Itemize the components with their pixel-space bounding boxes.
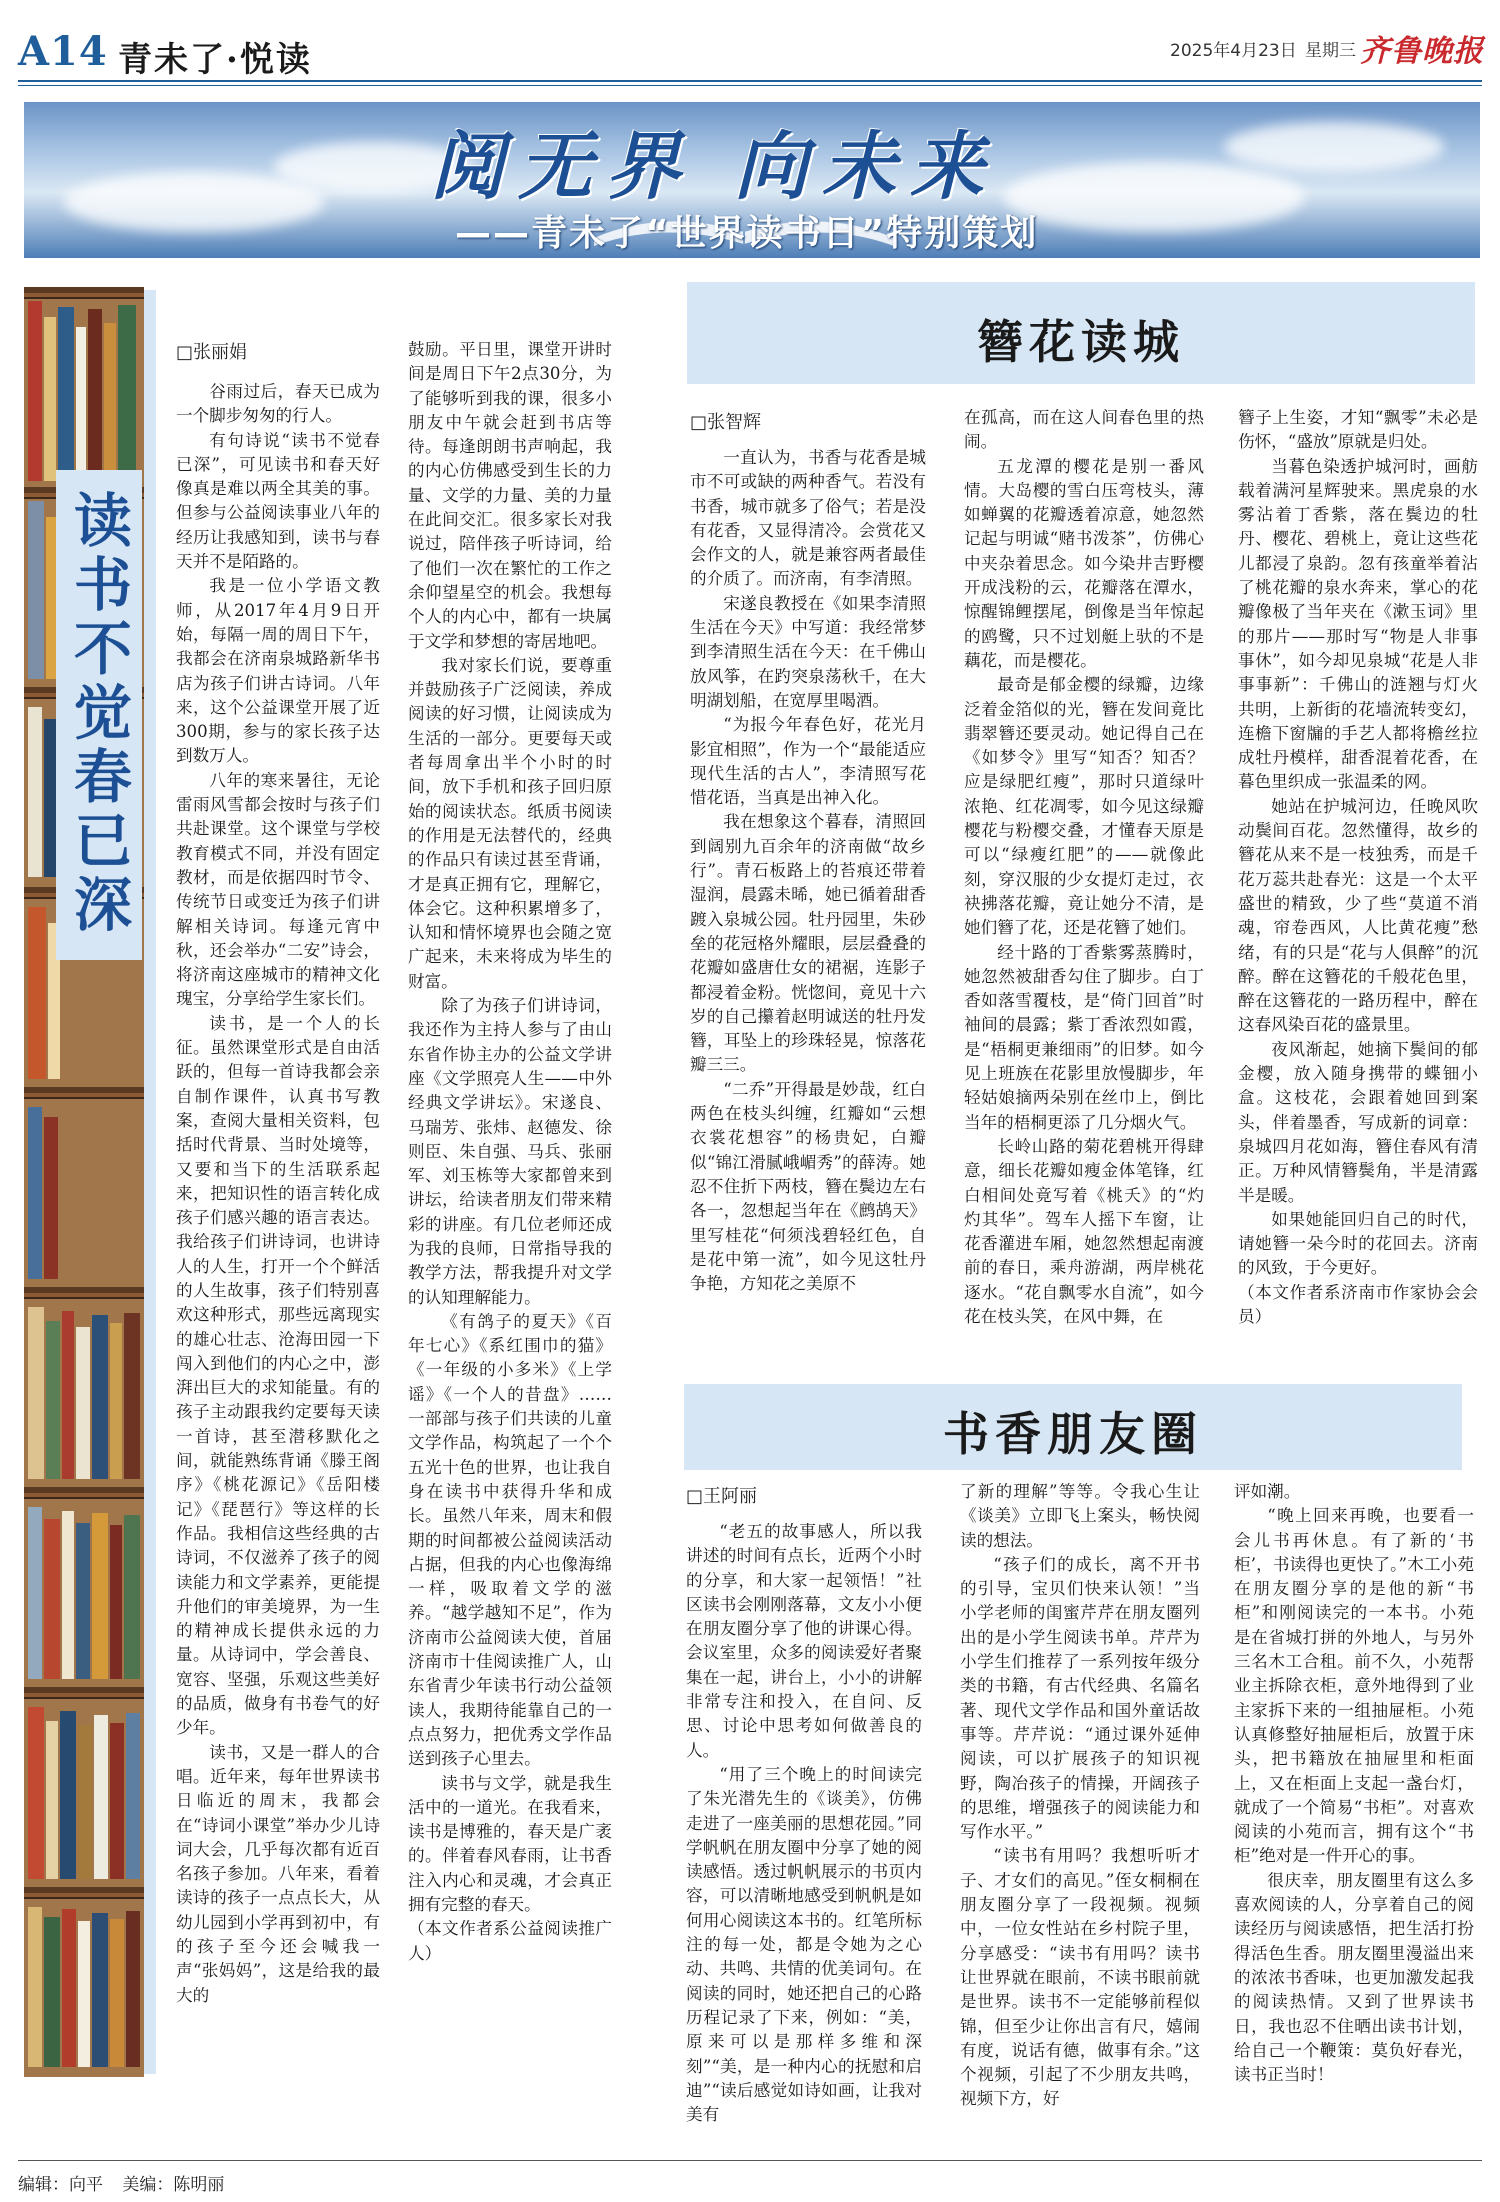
banner-title: 阅无界 向未来: [430, 124, 998, 210]
paragraph: 八年的寒来暑往，无论雷雨风雪都会按时与孩子们共赴课堂。这个课堂与学校教育模式不同，并没有固定教材，而是依据四时节令、传统节日或变迁为孩子们讲解相关诗词。每逢元宵中秋，还会举办“二安”诗会，将济南这座城市的精神文化瑰宝，分享给学生家长们。: [176, 770, 380, 1009]
article3-column-2: [960, 1480, 1200, 2150]
paragraph: 夜风渐起，她摘下鬓间的郁金樱，放入随身携带的蝶钿小盒。这枝花，会跟着她回到案头，伴着墨香，写成新的词章：泉城四月花如海，簪住春风有清正。万种风情簪鬓角，半是清露半是暖。: [1238, 1039, 1478, 1205]
article1-column-2: [408, 338, 612, 2068]
header-rule-thin: [18, 85, 1482, 86]
page-number: A14: [18, 28, 108, 75]
paragraph: 一直认为，书香与花香是城市不可或缺的两种香气。若没有书香，城市就多了俗气；若是没有花香，又显得清冷。会赏花又会作文的人，就是兼容两者最佳的介质了。而济南，有李清照。: [690, 448, 926, 589]
paragraph: 评如潮。: [1234, 1482, 1301, 1501]
paragraph: “为报今年春色好，花光月影宜相照”，作为一个“最能适应现代生活的古人”，李清照写花惜花语，当真是出神入化。: [690, 715, 926, 808]
paragraph: 当暮色染透护城河时，画舫载着满河星辉驶来。黑虎泉的水雾沾着丁香紫，落在鬓边的牡丹、樱花、碧桃上，竟让这些花儿都浸了泉韵。忽有孩童举着沾了桃花瓣的泉水奔来，掌心的花瓣像极了当年夹在《漱玉词》里的那片——那时写“物是人非事事休”，如今却见泉城“花是人非事事新”：千佛山的涟翘与灯火共明，上新街的花墙流转变幻，连檐下窗牖的手艺人都将檐丝拉成牡丹模样，甜香混着花香，在暮色里织成一张温柔的网。: [1238, 456, 1478, 792]
article2-byline: □张智辉: [690, 412, 762, 433]
article1-column-1: [176, 380, 380, 2070]
paragraph: 最奇是郁金樱的绿瓣，边缘泛着金箔似的光，簪在发间竟比翡翠簪还要灵动。她记得自己在《如梦令》里写“知否？知否？应是绿肥红瘦”，那时只道绿叶浓艳、红花凋零，如今见这绿瓣樱花与粉樱交叠，才懂春天原是可以“绿瘦红肥”的——就像此刻，穿汉服的少女提灯走过，衣袂拂落花瓣，竟让她分不清，是她们簪了花，还是花簪了她们。: [964, 675, 1204, 938]
footer-credits: [18, 2170, 224, 2195]
paragraph: 五龙潭的樱花是别一番风情。大岛樱的雪白压弯枝头，薄如蝉翼的花瓣透着凉意，她忽然记起与明诚“赌书泼茶”，仿佛心中夹杂着思念。如今染井吉野樱开成浅粉的云，花瓣落在潭水，惊醒锦鲤摆尾，倒像是当年惊起的鸥鹭，只不过划艇上驮的不是藕花，而是樱花。: [964, 456, 1204, 670]
paragraph: 很庆幸，朋友圈里有这么多喜欢阅读的人，分享着自己的阅读经历与阅读感悟，把生活打扮得活色生香。朋友圈里漫溢出来的浓浓书香味，也更加激发起我的阅读热情。又到了世界读书日，我也忍不住晒出读书计划，给自己一个鞭策：莫负好春光，读书正当时！: [1234, 1870, 1474, 2085]
paragraph: 我对家长们说，要尊重并鼓励孩子广泛阅读，养成阅读的好习惯，让阅读成为生活的一部分。更要每天或者每周拿出半个小时的时间，放下手机和孩子回归原始的阅读状态。纸质书阅读的作用是无法替代的，经典的作品只有读过甚至背诵，才是真正拥有它，理解它，体会它。这种积累增多了，认知和情怀境界也会随之宽广起来，未来将成为毕生的财富。: [408, 655, 612, 991]
paragraph: “二乔”开得最是妙哉，红白两色在枝头纠缠，红瓣如“云想衣裳花想容”的杨贵妃，白瓣似“锦江滑腻峨嵋秀”的薛涛。她忍不住折下两枝，簪在鬓边左右各一，忽想起当年在《鹧鸪天》里写桂花“何须浅碧轻红色，自是花中第一流”，如今见这牡丹争艳，方知花之美原不: [690, 1079, 926, 1294]
section-name: 青未了·悦读: [118, 40, 312, 80]
paragraph: 谷雨过后，春天已成为一个脚步匆匆的行人。: [176, 382, 380, 426]
paragraph: 读书，是一个人的长征。虽然课堂形式是自由活跃的，但每一首诗我都会亲自制作课件，认真书写教案，查阅大量相关资料，包括时代背景、当时处境等，又要和当下的生活联系起来，把知识性的语言转化成孩子们感兴趣的语言表达。我给孩子们讲诗词，也讲诗人的人生，打开一个个鲜活的人生故事，孩子们特别喜欢这种形式，那些远离现实的雄心壮志、沧海田园一下闯入到他们的内心之中，澎湃出巨大的求知能量。有的孩子主动跟我约定要每天读一首诗，甚至潜移默化之间，就能熟练背诵《滕王阁序》《桃花源记》《岳阳楼记》《琵琶行》等这样的长作品。我相信这些经典的古诗词，不仅滋养了孩子的阅读能力和文学素养，更能提升他们的审美境界，为一生的精神成长提供永远的力量。从诗词中，学会善良、宽容、坚强，乐观这些美好的品质，做身有书卷气的好少年。: [176, 1013, 380, 1738]
paragraph: 长岭山路的菊花碧桃开得肆意，细长花瓣如瘦金体笔锋，红白相间处竟写着《桃夭》的“灼灼其华”。驾车人摇下车窗，让花香灌进车厢，她忽然想起南渡前的春日，乘舟游湖，两岸桃花逐水。“花自飘零水自流”，如今花在枝头笑，在风中舞，在: [964, 1136, 1204, 1326]
paragraph: 她站在护城河边，任晚风吹动鬓间百花。忽然懂得，故乡的簪花从来不是一枝独秀，而是千花万蕊共赴春光：这是一个太平盛世的精致，少了些“莫道不消魂，帘卷西风，人比黄花瘦”愁绪，有的只是“花与人俱醉”的沉醉。醉在这簪花的千般花色里，醉在这簪花的一路历程中，醉在这春风染百花的盛景里。: [1238, 796, 1478, 1035]
article3-title: 书香朋友圈: [943, 1407, 1203, 1461]
paragraph: 鼓励。平日里，课堂开讲时间是周日下午2点30分，为了能够听到我的课，很多小朋友中午就会赶到书店等待。每逢朗朗书声响起，我的内心仿佛感受到生长的力量、文学的力量、美的力量在此间交汇。很多家长对我说过，陪伴孩子听诗词，给了他们一次在繁忙的工作之余仰望星空的机会。我想每个人的内心中，都有一块属于文学和梦想的寄居地吧。: [408, 340, 612, 651]
article2-column-3: [1238, 406, 1478, 1366]
paragraph: 《有鸽子的夏天》《百年七心》《系红围巾的猫》《一年级的小多米》《上学谣》《一个人的昔盘》……一部部与孩子们共读的儿童文学作品，构筑起了一个个五光十色的世界，也让我自身在读书中获得升华和成长。虽然八年来，周末和假期的时间都被公益阅读活动占据，但我的内心也像海绵一样，吸取着文学的滋养。“越学越知不足”，作为济南市公益阅读大使，首届济南市十佳阅读推广人，山东省青少年读书行动公益领读人，我期待能靠自己的一点点努力，把优秀文学作品送到孩子心里去。: [408, 1311, 612, 1769]
paragraph: “老五的故事感人，所以我讲述的时间有点长，近两个小时的分享，和大家一起领悟！”社区读书会刚刚落幕，文友小小便在朋友圈分享了他的讲课心得。会议室里，众多的阅读爱好者聚集在一起，讲台上，小小的讲解非常专注和投入，在自问、反思、讨论中思考如何做善良的人。: [686, 1522, 922, 1760]
footer-rule: [18, 2160, 1482, 2161]
paragraph: 除了为孩子们讲诗词，我还作为主持人参与了由山东省作协主办的公益文学讲座《文学照亮人生——中外经典文学讲坛》。宋遂良、马瑞芳、张炜、赵德发、徐则臣、朱自强、马兵、张丽军、刘玉栋等大家都曾来到讲坛，给读者朋友们带来精彩的讲座。有几位老师还成为我的良师，日常指导我的教学方法，帮我提升对文学的认知理解能力。: [408, 996, 612, 1307]
paragraph: 读书，又是一群人的合唱。近年来，每年世界读书日临近的周末，我都会在“诗词小课堂”举办少儿诗词大会，几乎每次都有近百名孩子参加。八年来，看着读诗的孩子一点点长大，从幼儿园到小学再到初中，有的孩子至今还会喊我一声“张妈妈”，这是给我的最大的: [176, 1742, 380, 2005]
article3-column-3: [1234, 1480, 1474, 2150]
paragraph: 在孤高，而在这人间春色里的热闹。: [964, 408, 1204, 452]
article3-column-1: [686, 1520, 922, 2150]
paragraph: “孩子们的成长，离不开书的引导，宝贝们快来认领！”当小学老师的闺蜜芹芹在朋友圈列出的是小学生阅读书单。芹芹为小学生们推荐了一系列按年级分类的书籍，有古代经典、名篇名著、现代文学作品和国外童话故事等。芹芹说：“通过课外延伸阅读，可以扩展孩子的知识视野，陶冶孩子的情操，开阔孩子的思维，增强孩子的阅读能力和写作水平。”: [960, 1554, 1200, 1842]
paragraph: 有句诗说“读书不觉春已深”，可见读书和春天好像真是难以两全其美的事。但参与公益阅读事业八年的经历让我感知到，读书与春天并不是陌路的。: [176, 430, 380, 572]
article2-title: 簪花读城: [977, 315, 1185, 369]
article3-byline: □王阿丽: [686, 1486, 758, 1507]
editor-credit: 编辑：向平: [18, 2175, 103, 2195]
issue-weekday: 星期三: [1305, 41, 1356, 61]
paragraph: 簪子上生姿，才知“飘零”未必是伤怀，“盛放”原就是归处。: [1238, 408, 1478, 452]
author-note: （本文作者系济南市作家协会会员）: [1238, 1282, 1478, 1326]
header-rule: [18, 80, 1482, 82]
designer-credit: 美编：陈明丽: [122, 2175, 225, 2195]
author-note: （本文作者系公益阅读推广人）: [408, 1919, 612, 1963]
paragraph: 我是一位小学语文教师，从2017年4月9日开始，每隔一周的周日下午，我都会在济南泉城路新华书店为孩子们讲古诗词。八年来，这个公益课堂开展了近300期，参与的家长孩子达到数万人。: [176, 576, 380, 766]
newspaper-logo: 齐鲁晚报: [1360, 34, 1484, 69]
paragraph: 如果她能回归自己的时代，请她簪一朵今时的花回去。济南的风致，于今更好。: [1238, 1209, 1478, 1278]
article1-title: 读书不觉春已深: [64, 490, 132, 938]
paragraph: 经十路的丁香紫雾蒸腾时，她忽然被甜香勾住了脚步。白丁香如落雪覆枝，是“倚门回首”时袖间的晨露；紫丁香浓烈如霞，是“梧桐更兼细雨”的旧梦。如今见上班族在花影里放慢脚步，年轻姑娘摘两朵别在丝巾上，倒比当年的梧桐更添了几分烟火气。: [964, 942, 1204, 1132]
article2-column-1: [690, 446, 926, 1366]
article1-byline: □张丽娟: [176, 342, 248, 363]
paragraph: “用了三个晚上的时间读完了朱光潜先生的《谈美》，仿佛走进了一座美丽的思想花园。”同学帆帆在朋友圈中分享了她的阅读感悟。透过帆帆展示的书页内容，可以清晰地感受到帆帆是如何用心阅读这本书的。红笔所标注的每一处，都是令她为之心动、共鸣、共情的优美词句。在阅读的同时，她还把自己的心路历程记录了下来，例如：“美，原来可以是那样多维和深刻”“美，是一种内心的抚慰和启迪”“读后感觉如诗如画，让我对美有: [686, 1764, 922, 2125]
paragraph: 宋遂良教授在《如果李清照生活在今天》中写道：我经常梦到李清照生活在今天：在千佛山放风筝，在趵突泉荡秋千，在大明湖划船，在宽厚里喝酒。: [690, 593, 926, 710]
article2-column-2: [964, 406, 1204, 1366]
banner-subtitle: ——青未了“世界读书日”特别策划: [455, 213, 1039, 254]
paragraph: 了新的理解”等等。令我心生让《谈美》立即飞上案头，畅快阅读的想法。: [960, 1482, 1200, 1550]
paragraph: “晚上回来再晚，也要看一会儿书再休息。有了新的‘书柜’，书读得也更快了。”木工小苑在朋友圈分享的是他的新“书柜”和刚阅读完的一本书。小苑是在省城打拼的外地人，与另外三名木工合租。前不久，小苑帮业主拆除衣柜，意外地得到了业主家拆下来的一组抽屉柜。小苑认真修整好抽屉柜后，放置于床头，把书籍放在抽屉里和柜面上，又在柜面上支起一盏台灯，就成了一个简易“书柜”。对喜欢阅读的小苑而言，拥有这个“书柜”绝对是一件开心的事。: [1234, 1506, 1474, 1866]
paragraph: 读书与文学，就是我生活中的一道光。在我看来，读书是博雅的，春天是广袤的。伴着春风春雨，让书香注入内心和灵魂，才会真正拥有完整的春天。: [408, 1773, 612, 1914]
paragraph: “读书有用吗？我想听听才子、才女们的高见。”侄女桐桐在朋友圈分享了一段视频。视频中，一位女性站在乡村院子里，分享感受：“读书有用吗？读书让世界就在眼前，不读书眼前就是世界。读书不一定能够前程似锦，但至少让你出言有尺，嬉闹有度，说话有德，做事有余。”这个视频，引起了不少朋友共鸣，视频下方，好: [960, 1846, 1200, 2109]
issue-date: 2025年4月23日: [1170, 41, 1297, 61]
paragraph: 我在想象这个暮春，清照回到阔别九百余年的济南做“故乡行”。青石板路上的苔痕还带着湿润，晨露未晞，她已循着甜香踱入泉城公园。牡丹园里，朱砂垒的花冠格外耀眼，层层叠叠的花瓣如盛唐仕女的裙裾，连影子都浸着金粉。恍惚间，竟见十六岁的自己攥着赵明诚送的牡丹发簪，耳坠上的珍珠轻晃，惊落花瓣三三。: [690, 812, 926, 1075]
